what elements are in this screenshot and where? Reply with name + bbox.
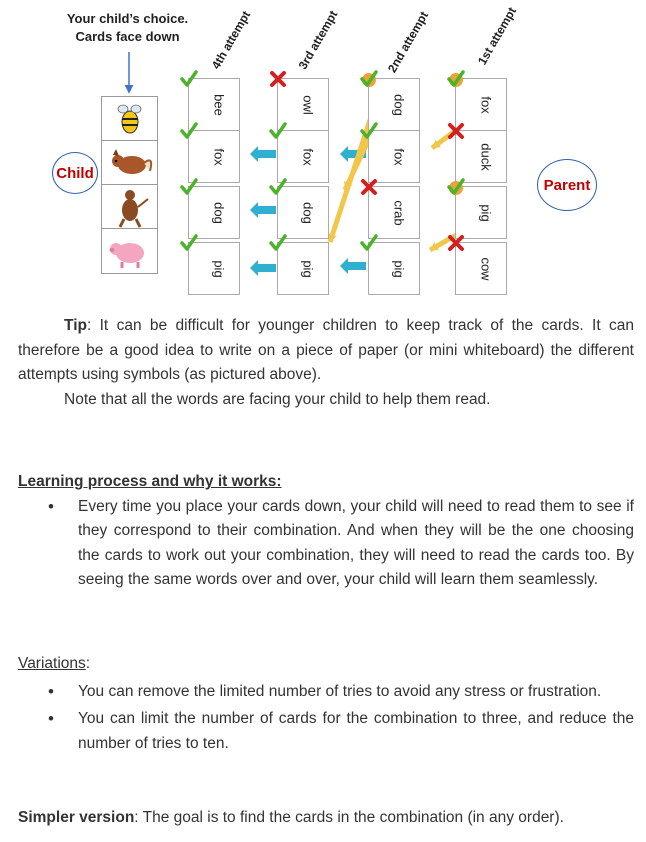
cross-mark-icon xyxy=(269,70,287,88)
card-word: pig xyxy=(300,260,316,278)
dog-icon xyxy=(102,185,157,229)
pig-icon xyxy=(102,229,157,273)
card-word: pig xyxy=(211,260,227,278)
cross-mark-icon xyxy=(447,122,465,140)
learning-section xyxy=(18,470,634,593)
parent-label: Parent xyxy=(543,176,591,194)
cross-mark-icon xyxy=(360,178,378,196)
correct-place-check-icon xyxy=(360,70,378,88)
card-word: fox xyxy=(211,148,227,166)
bee-icon xyxy=(102,97,157,141)
card-word: dog xyxy=(391,94,407,116)
check-mark-icon xyxy=(269,234,287,252)
card-word: dog xyxy=(211,202,227,224)
check-mark-icon xyxy=(180,234,198,252)
move-arrow xyxy=(250,146,276,162)
card-word: crab xyxy=(391,200,407,226)
card-word: fox xyxy=(478,96,494,114)
attempt-label: 2nd attempt xyxy=(384,9,432,75)
child-label: Child xyxy=(56,164,94,182)
fox-picture-card xyxy=(101,140,158,186)
attempt-label: 3rd attempt xyxy=(295,8,341,72)
variations-section: Variations: • You can remove the limited number of tries to avoid any stress or frustration. • You can limit the number of cards for the combination to three, and reduce the number of tries to ten. xyxy=(18,652,634,756)
fox-icon xyxy=(102,141,157,185)
check-mark-icon xyxy=(360,234,378,252)
simpler-label: Simpler version xyxy=(18,809,135,826)
correct-place-check-icon xyxy=(447,70,465,88)
child-choice-label: Your child’s choice. Cards face down xyxy=(66,11,189,44)
correct-place-check-icon xyxy=(447,178,465,196)
check-mark-icon xyxy=(180,122,198,140)
check-mark-icon xyxy=(180,70,198,88)
card-word: bee xyxy=(211,94,227,116)
card-word: fox xyxy=(300,148,316,166)
move-arrow xyxy=(340,258,366,274)
check-mark-icon xyxy=(360,122,378,140)
variations-item: • You can remove the limited number of tries to avoid any stress or frustration. xyxy=(18,680,634,705)
card-word: fox xyxy=(391,148,407,166)
attempt-label: 1st attempt xyxy=(474,4,520,68)
check-mark-icon xyxy=(269,122,287,140)
check-mark-icon xyxy=(269,178,287,196)
tip-label: Tip xyxy=(64,317,87,334)
bee-picture-card xyxy=(101,96,158,142)
learning-list xyxy=(18,495,634,593)
card-word: pig xyxy=(391,260,407,278)
mastermind-diagram xyxy=(0,0,646,310)
learning-heading: Learning process and why it works: xyxy=(18,473,282,490)
card-word: pig xyxy=(478,204,494,222)
variations-item: • You can limit the number of cards for the combination to three, and reduce the number of tries to ten. xyxy=(18,707,634,756)
move-arrow xyxy=(250,202,276,218)
move-arrow xyxy=(250,260,276,276)
parent-circle xyxy=(537,159,597,211)
tip-paragraph: Tip: It can be difficult for younger children to keep track of the cards. It can therefore be a good idea to write on a piece of paper (or mini whiteboard) the different attempts using symbols (as pictured above). Note that all the words are facing your child to help them read. xyxy=(18,314,634,412)
variations-heading: Variations xyxy=(18,655,86,672)
learning-item: • Every time you place your cards down, your child will need to read them to see if they correspond to their combination. And when they will be the one choosing the cards to work out your combination, they will need to read the cards too. By seeing the same words over and over, your child will learn them seamlessly. xyxy=(18,495,634,593)
variations-list xyxy=(18,680,634,757)
card-word: duck xyxy=(478,143,494,171)
check-mark-icon xyxy=(180,178,198,196)
dog-picture-card xyxy=(101,184,158,230)
cross-mark-icon xyxy=(447,234,465,252)
card-word: owl xyxy=(300,95,316,115)
child-circle xyxy=(52,152,98,194)
pig-picture-card xyxy=(101,228,158,274)
tip-note: Note that all the words are facing your child to help them read. xyxy=(64,390,491,408)
card-word: dog xyxy=(300,202,316,224)
card-word: cow xyxy=(478,257,494,281)
simpler-version: Simpler version: The goal is to find the cards in the combination (in any order). xyxy=(18,809,564,826)
attempt-label: 4th attempt xyxy=(208,8,254,72)
